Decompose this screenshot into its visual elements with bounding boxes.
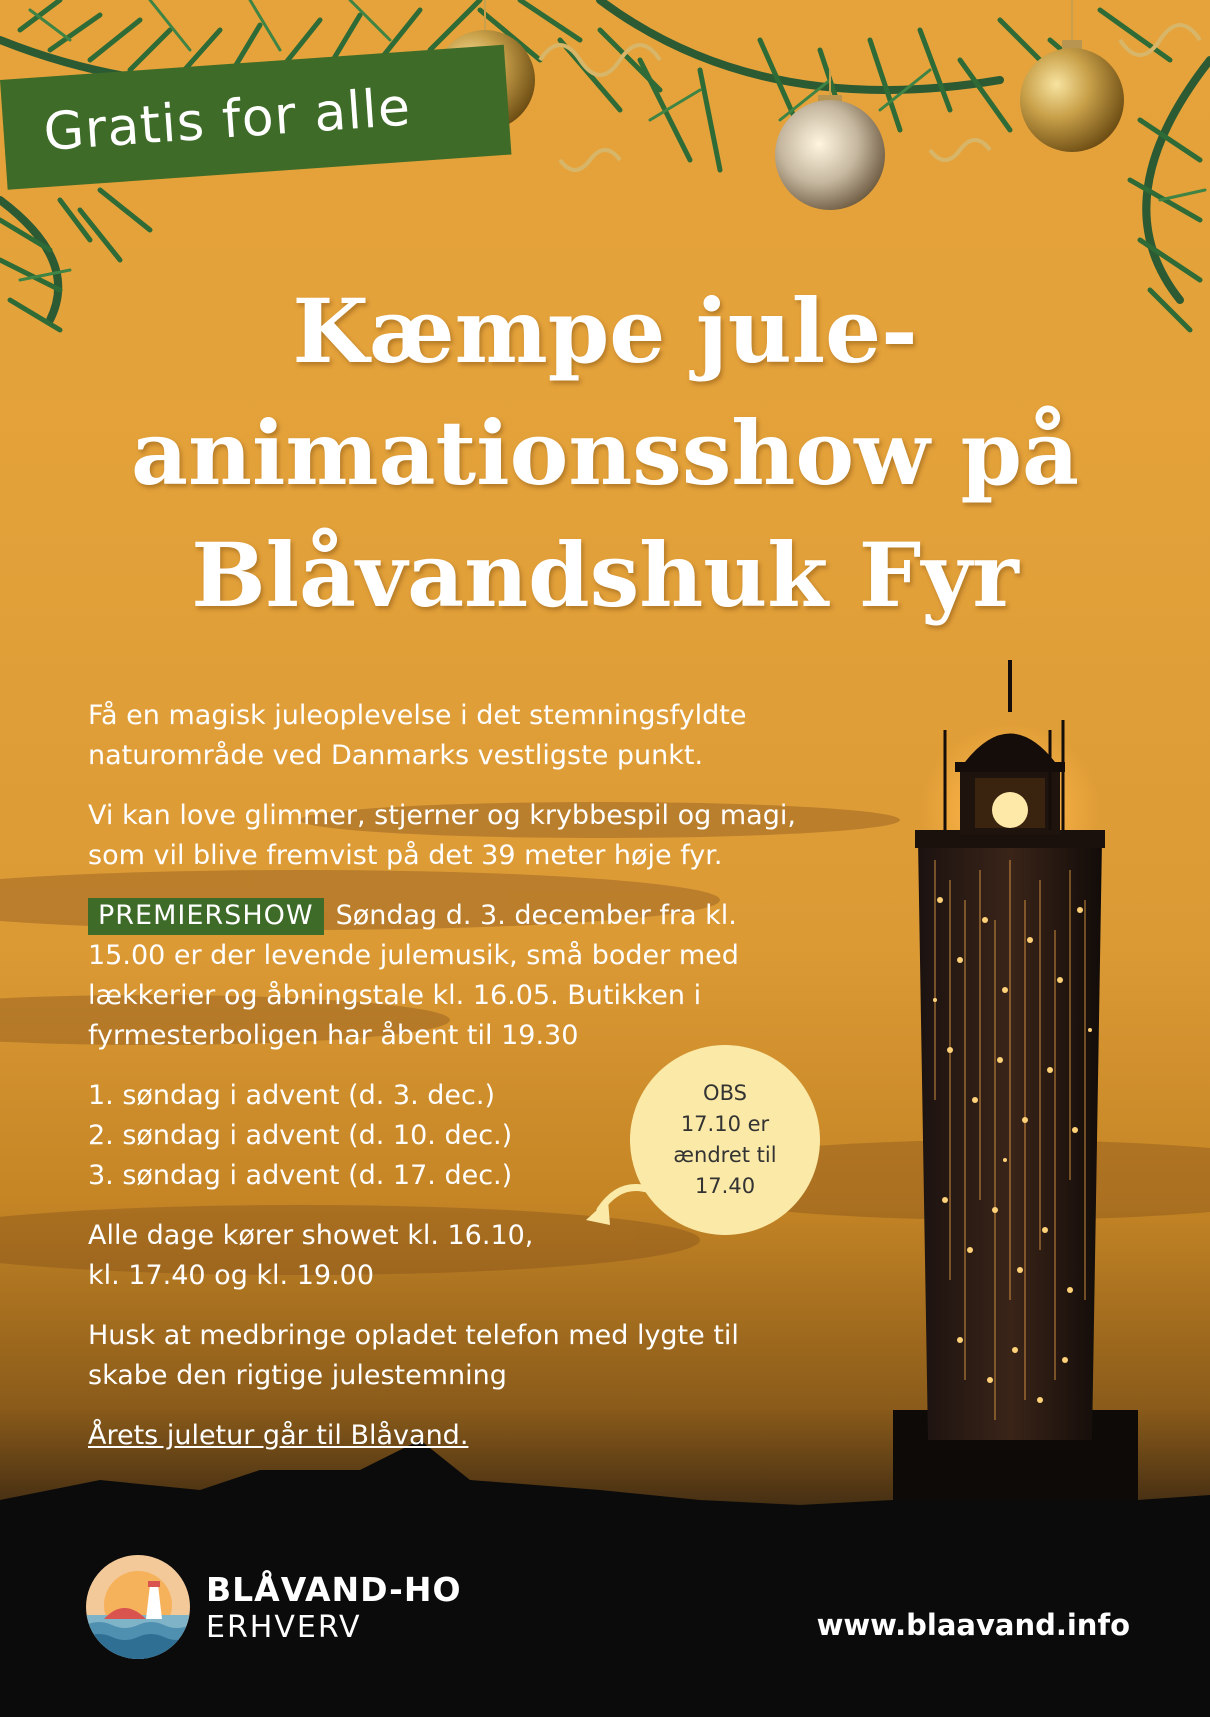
premiere-line-2: 15.00 er der levende julemusik, små boder med	[88, 940, 739, 971]
page-title	[0, 270, 1210, 636]
obs-line-3: ændret til	[673, 1143, 777, 1167]
closing-paragraph	[88, 1416, 848, 1456]
showtimes-line-1: Alle dage kører showet kl. 16.10,	[88, 1220, 534, 1251]
promise-line-1: Vi kan love glimmer, stjerner og krybbespil og magi,	[88, 800, 796, 831]
promise-line-2: som vil blive fremvist på det 39 meter høje fyr.	[88, 840, 723, 871]
website-link[interactable]: www.blaavand.info	[816, 1608, 1130, 1642]
reminder-line-2: skabe den rigtige julestemning	[88, 1360, 507, 1391]
title-line-3: Blåvandshuk Fyr	[191, 523, 1019, 627]
date-item: 2. søndag i advent (d. 10. dec.)	[88, 1120, 513, 1151]
reminder-paragraph	[88, 1316, 848, 1396]
reminder-line-1: Husk at medbringe opladet telefon med lygte til	[88, 1320, 739, 1351]
christmas-bauble-icon	[435, 0, 1124, 210]
lighthouse-beach-logo-icon	[86, 1555, 190, 1659]
premiere-line-3: lækkerier og åbningstale kl. 16.05. Butikken i	[88, 980, 702, 1011]
juletur-link[interactable]: Årets juletur går til Blåvand.	[88, 1420, 469, 1451]
intro-line-1: Få en magisk juleoplevelse i det stemningsfyldte	[88, 700, 747, 731]
brand-name: BLÅVAND-HO	[206, 1570, 462, 1609]
intro-line-2: naturområde ved Danmarks vestligste punkt.	[88, 740, 704, 771]
date-item: 1. søndag i advent (d. 3. dec.)	[88, 1080, 495, 1111]
title-line-2: animationsshow på	[130, 401, 1080, 505]
obs-line-4: 17.40	[694, 1174, 756, 1198]
premiere-tag: PREMIERSHOW	[88, 898, 324, 935]
curved-arrow-icon	[580, 1170, 660, 1240]
date-item: 3. søndag i advent (d. 17. dec.)	[88, 1160, 513, 1191]
obs-line-2: 17.10 er	[680, 1112, 770, 1136]
intro-paragraph	[88, 696, 848, 776]
free-badge-text: Gratis for alle	[41, 77, 413, 164]
obs-line-1: OBS	[703, 1081, 747, 1105]
promise-paragraph	[88, 796, 848, 876]
title-line-1: Kæmpe jule-	[292, 279, 918, 383]
brand-subtitle: ERHVERV	[206, 1610, 362, 1645]
premiere-paragraph	[88, 896, 848, 1056]
showtimes-line-2: kl. 17.40 og kl. 19.00	[88, 1260, 375, 1291]
lighthouse	[893, 660, 1138, 1520]
premiere-line-4: fyrmesterboligen har åbent til 19.30	[88, 1020, 579, 1051]
premiere-line-1: Søndag d. 3. december fra kl.	[335, 900, 737, 931]
